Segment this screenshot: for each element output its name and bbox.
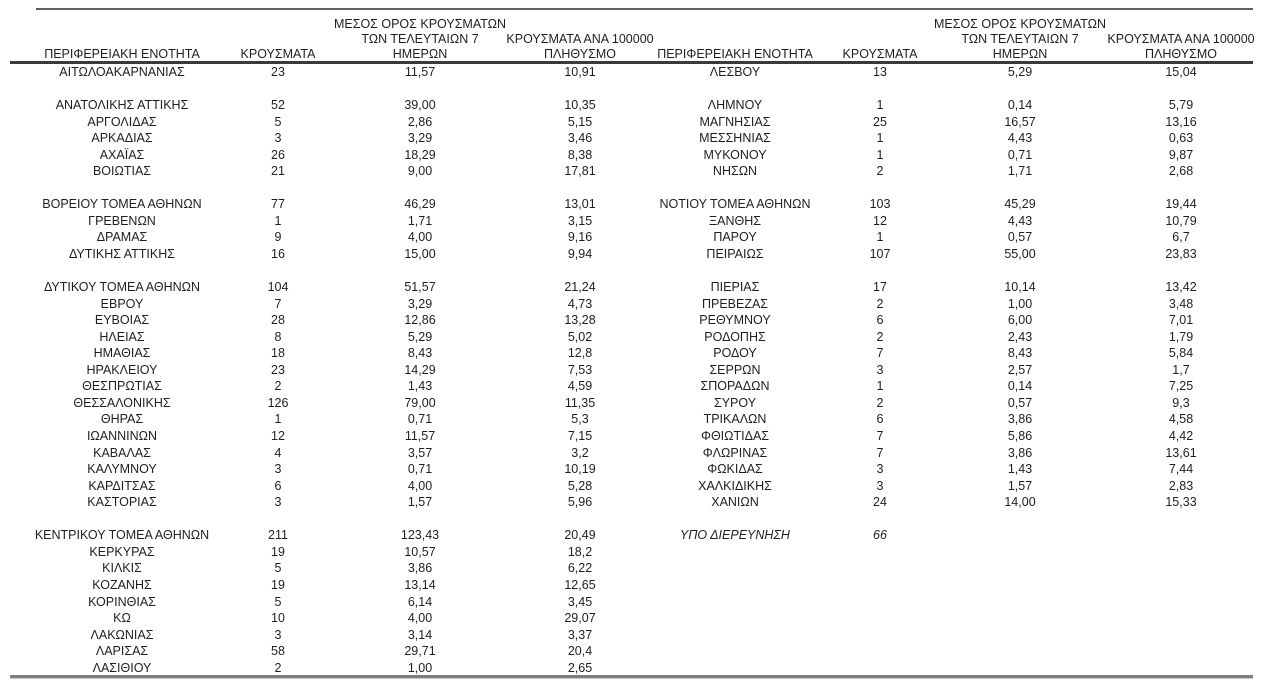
right-per100k-cell: 13,61 (1165, 445, 1197, 460)
right-region-cell: ΠΡΕΒΕΖΑΣ (701, 296, 769, 311)
top-rule (36, 8, 1253, 10)
left-region-cell: ΚΟΡΙΝΘΙΑΣ (88, 594, 156, 609)
table-row (0, 196, 1275, 213)
left-cases-cell: 10 (271, 611, 285, 626)
right-per100k-cell: 4,58 (1168, 412, 1194, 427)
right-avg7-cell: 1,00 (1007, 296, 1033, 311)
right-avg7-cell: 4,43 (1007, 213, 1033, 228)
right-avg7-cell: 0,14 (1007, 98, 1033, 113)
left-avg7-cell: 1,71 (407, 213, 433, 228)
left-per100k-cell: 4,73 (567, 296, 593, 311)
table-row (0, 610, 1275, 627)
right-per100k-cell: 5,79 (1168, 98, 1194, 113)
left-avg7-cell: 79,00 (404, 395, 436, 410)
left-cases-cell: 2 (274, 379, 282, 394)
left-avg7-column-header-line1: ΜΕΣΟΣ ΟΡΟΣ ΚΡΟΥΣΜΑΤΩΝ (333, 17, 507, 31)
left-avg7-cell: 8,43 (407, 346, 433, 361)
left-region-cell: ΑΡΓΟΛΙΔΑΣ (87, 114, 157, 129)
left-avg7-cell: 1,43 (407, 379, 433, 394)
left-per100k-cell: 20,4 (567, 644, 593, 659)
right-region-cell: ΣΥΡΟΥ (713, 395, 757, 410)
table-row (0, 627, 1275, 644)
table-row (0, 97, 1275, 114)
right-avg7-cell: 45,29 (1004, 197, 1036, 212)
left-avg7-cell: 3,29 (407, 296, 433, 311)
table-row (0, 64, 1275, 81)
table-row (0, 395, 1275, 412)
right-per100k-cell: 9,3 (1172, 395, 1190, 410)
table-row (0, 428, 1275, 445)
left-per100k-column-header-line2: ΠΛΗΘΥΣΜΟ (544, 47, 616, 61)
left-avg7-cell: 6,14 (407, 594, 433, 609)
right-cases-column-header: ΚΡΟΥΣΜΑΤΑ (842, 47, 918, 61)
table-row (0, 213, 1275, 230)
right-per100k-column-header-line2: ΠΛΗΘΥΣΜΟ (1145, 47, 1217, 61)
left-per100k-cell: 3,46 (567, 131, 593, 146)
right-cases-cell: 13 (873, 65, 887, 79)
left-avg7-cell: 18,29 (404, 147, 436, 162)
left-per100k-column-header-line1: ΚΡΟΥΣΜΑΤΑ ΑΝΑ 100000 (506, 32, 654, 46)
right-per100k-cell: 4,42 (1168, 429, 1194, 444)
left-region-cell: ΓΡΕΒΕΝΩΝ (88, 213, 156, 228)
left-cases-cell: 5 (274, 114, 282, 129)
right-per100k-cell: 1,7 (1172, 362, 1190, 377)
right-cases-cell: 1 (876, 230, 884, 245)
left-cases-cell: 7 (274, 296, 282, 311)
left-region-cell: ΗΛΕΙΑΣ (99, 329, 145, 344)
left-per100k-cell: 10,91 (564, 65, 596, 79)
left-cases-cell: 211 (268, 528, 288, 543)
left-avg7-cell: 11,57 (404, 65, 436, 79)
left-region-cell: ΚΙΛΚΙΣ (102, 561, 142, 576)
right-region-cell: ΞΑΝΘΗΣ (709, 213, 761, 228)
right-region-column-header: ΠΕΡΙΦΕΡΕΙΑΚΗ ΕΝΟΤΗΤΑ (657, 47, 813, 61)
left-per100k-cell: 6,22 (567, 561, 593, 576)
right-per100k-cell: 13,42 (1165, 280, 1197, 295)
right-region-cell: ΦΘΙΩΤΙΔΑΣ (700, 429, 770, 444)
left-avg7-cell: 12,86 (404, 313, 436, 328)
right-cases-cell: 3 (876, 478, 884, 493)
left-avg7-cell: 0,71 (407, 462, 433, 477)
right-per100k-cell: 23,83 (1165, 247, 1197, 262)
left-cases-cell: 77 (271, 197, 285, 212)
left-per100k-cell: 5,28 (567, 478, 593, 493)
right-cases-cell: 12 (873, 213, 887, 228)
right-per100k-cell: 2,68 (1168, 164, 1194, 179)
right-cases-cell: 3 (876, 362, 884, 377)
right-region-cell: ΠΙΕΡΙΑΣ (710, 280, 760, 295)
left-cases-cell: 58 (271, 644, 285, 659)
left-cases-cell: 3 (274, 131, 282, 146)
left-region-cell: ΚΑΣΤΟΡΙΑΣ (87, 495, 157, 510)
right-cases-cell: 2 (876, 164, 884, 179)
right-per100k-cell: 1,79 (1168, 329, 1194, 344)
table-row (0, 246, 1275, 263)
right-per100k-cell: 3,48 (1168, 296, 1194, 311)
left-avg7-cell: 3,29 (407, 131, 433, 146)
left-avg7-cell: 3,57 (407, 445, 433, 460)
right-region-cell: ΛΗΜΝΟΥ (707, 98, 763, 113)
left-region-cell: ΛΑΚΩΝΙΑΣ (90, 627, 154, 642)
left-per100k-cell: 5,3 (571, 412, 589, 427)
left-per100k-cell: 4,59 (567, 379, 593, 394)
right-avg7-cell: 0,57 (1007, 230, 1033, 245)
table-row (0, 329, 1275, 346)
left-avg7-cell: 1,57 (407, 495, 433, 510)
left-avg7-cell: 39,00 (404, 98, 436, 113)
left-per100k-cell: 21,24 (564, 280, 596, 295)
left-per100k-cell: 5,15 (567, 114, 593, 129)
right-per100k-cell: 9,87 (1168, 147, 1194, 162)
left-cases-cell: 126 (267, 395, 289, 410)
right-per100k-cell: 0,63 (1168, 131, 1194, 146)
left-region-cell: ΚΩ (113, 611, 131, 626)
left-cases-cell: 3 (274, 495, 282, 510)
right-region-cell: ΤΡΙΚΑΛΩΝ (703, 412, 767, 427)
table-row (0, 345, 1275, 362)
left-per100k-cell: 7,15 (567, 429, 593, 444)
left-avg7-column-header-line2: ΤΩΝ ΤΕΛΕΥΤΑΙΩΝ 7 (361, 32, 479, 46)
right-region-cell: ΣΕΡΡΩΝ (709, 362, 761, 377)
right-cases-cell: 2 (876, 329, 884, 344)
right-cases-cell: 6 (876, 313, 884, 328)
right-avg7-cell: 2,57 (1007, 362, 1033, 377)
left-region-cell: ΑΧΑΪΑΣ (99, 147, 145, 162)
right-cases-cell: 2 (876, 395, 884, 410)
right-cases-cell: 6 (876, 412, 884, 427)
right-avg7-cell: 0,71 (1007, 147, 1033, 162)
left-cases-cell: 104 (267, 280, 289, 295)
table-row (0, 643, 1275, 660)
right-cases-cell: 1 (876, 131, 884, 146)
right-cases-cell: 107 (869, 247, 891, 262)
left-avg7-cell: 10,57 (404, 544, 436, 559)
right-avg7-cell: 5,29 (1007, 65, 1033, 79)
right-avg7-cell: 6,00 (1007, 313, 1033, 328)
left-per100k-cell: 20,49 (564, 528, 596, 543)
left-cases-cell: 9 (274, 230, 282, 245)
left-cases-cell: 6 (274, 478, 282, 493)
left-region-cell: ΑΝΑΤΟΛΙΚΗΣ ΑΤΤΙΚΗΣ (55, 98, 189, 113)
right-per100k-cell: 6,7 (1172, 230, 1190, 245)
left-region-cell: ΑΙΤΩΛΟΑΚΑΡΝΑΝΙΑΣ (59, 65, 185, 79)
left-per100k-cell: 10,35 (564, 98, 596, 113)
left-per100k-cell: 9,94 (567, 247, 593, 262)
rows-area (0, 64, 1275, 676)
left-cases-cell: 16 (271, 247, 285, 262)
right-avg7-cell: 0,57 (1007, 395, 1033, 410)
right-per100k-cell: 15,33 (1165, 495, 1197, 510)
left-region-cell: ΗΜΑΘΙΑΣ (93, 346, 151, 361)
left-per100k-cell: 7,53 (567, 362, 593, 377)
left-cases-cell: 3 (274, 462, 282, 477)
left-avg7-cell: 123,43 (400, 528, 440, 543)
right-avg7-cell: 3,86 (1007, 445, 1033, 460)
left-cases-cell: 3 (274, 627, 282, 642)
left-per100k-cell: 11,35 (564, 395, 596, 410)
right-region-cell: ΣΠΟΡΑΔΩΝ (700, 379, 770, 394)
table-row (0, 312, 1275, 329)
table-row (0, 445, 1275, 462)
right-avg7-cell: 1,57 (1007, 478, 1033, 493)
left-cases-cell: 28 (271, 313, 285, 328)
left-region-cell: ΚΕΝΤΡΙΚΟΥ ΤΟΜΕΑ ΑΘΗΝΩΝ (34, 528, 210, 543)
left-region-cell: ΚΕΡΚΥΡΑΣ (89, 544, 155, 559)
left-avg7-column-header-line3: ΗΜΕΡΩΝ (392, 47, 448, 61)
left-cases-cell: 52 (271, 98, 285, 113)
left-region-cell: ΚΑΒΑΛΑΣ (93, 445, 151, 460)
left-region-cell: ΘΗΡΑΣ (100, 412, 144, 427)
table-row (0, 461, 1275, 478)
right-avg7-column-header-line1: ΜΕΣΟΣ ΟΡΟΣ ΚΡΟΥΣΜΑΤΩΝ (933, 17, 1107, 31)
left-region-cell: ΕΒΡΟΥ (100, 296, 144, 311)
left-per100k-cell: 3,45 (567, 594, 593, 609)
right-cases-cell: 24 (873, 495, 887, 510)
right-region-cell: ΠΕΙΡΑΙΩΣ (706, 247, 764, 262)
table-row (0, 130, 1275, 147)
left-region-cell: ΒΟΡΕΙΟΥ ΤΟΜΕΑ ΑΘΗΝΩΝ (42, 197, 202, 212)
table-row (0, 494, 1275, 511)
table-row (0, 594, 1275, 611)
right-avg7-cell: 14,00 (1004, 495, 1036, 510)
left-cases-cell: 23 (271, 362, 285, 377)
left-per100k-cell: 2,65 (567, 660, 593, 675)
left-avg7-cell: 4,00 (407, 611, 433, 626)
table-row (0, 378, 1275, 395)
right-region-cell: ΧΑΛΚΙΔΙΚΗΣ (698, 478, 772, 493)
left-per100k-cell: 13,28 (564, 313, 596, 328)
right-region-cell: ΦΛΩΡΙΝΑΣ (702, 445, 768, 460)
left-per100k-cell: 5,96 (567, 495, 593, 510)
right-avg7-cell: 4,43 (1007, 131, 1033, 146)
table-row-spacer (0, 81, 1275, 98)
left-cases-cell: 23 (271, 65, 285, 79)
right-region-cell: ΥΠΟ ΔΙΕΡΕΥΝΗΣΗ (680, 528, 790, 543)
left-avg7-cell: 29,71 (404, 644, 436, 659)
table-row (0, 229, 1275, 246)
table-row (0, 147, 1275, 164)
left-avg7-cell: 13,14 (404, 577, 436, 592)
left-region-cell: ΘΕΣΣΑΛΟΝΙΚΗΣ (73, 395, 171, 410)
left-avg7-cell: 46,29 (404, 197, 436, 212)
left-per100k-cell: 8,38 (567, 147, 593, 162)
left-cases-cell: 19 (271, 577, 285, 592)
left-cases-cell: 8 (274, 329, 282, 344)
right-per100k-cell: 10,79 (1165, 213, 1197, 228)
right-region-cell: ΡΟΔΟΥ (713, 346, 757, 361)
left-cases-cell: 18 (271, 346, 285, 361)
right-per100k-column-header-line1: ΚΡΟΥΣΜΑΤΑ ΑΝΑ 100000 (1107, 32, 1255, 46)
left-region-cell: ΑΡΚΑΔΙΑΣ (91, 131, 153, 146)
left-region-column-header: ΠΕΡΙΦΕΡΕΙΑΚΗ ΕΝΟΤΗΤΑ (44, 47, 200, 61)
right-avg7-cell: 0,14 (1007, 379, 1033, 394)
left-region-cell: ΚΑΛΥΜΝΟΥ (87, 462, 157, 477)
left-cases-cell: 4 (274, 445, 282, 460)
right-region-cell: ΛΕΣΒΟΥ (709, 65, 761, 79)
right-cases-cell: 1 (876, 98, 884, 113)
table-row (0, 362, 1275, 379)
right-cases-cell: 7 (876, 429, 884, 444)
right-region-cell: ΧΑΝΙΩΝ (711, 495, 759, 510)
right-region-cell: ΝΟΤΙΟΥ ΤΟΜΕΑ ΑΘΗΝΩΝ (659, 197, 811, 212)
left-region-cell: ΛΑΣΙΘΙΟΥ (92, 660, 152, 675)
right-per100k-cell: 13,16 (1165, 114, 1197, 129)
left-avg7-cell: 4,00 (407, 230, 433, 245)
right-avg7-cell: 5,86 (1007, 429, 1033, 444)
right-avg7-cell: 3,86 (1007, 412, 1033, 427)
right-per100k-cell: 7,25 (1168, 379, 1194, 394)
left-per100k-cell: 9,16 (567, 230, 593, 245)
right-region-cell: ΜΥΚΟΝΟΥ (703, 147, 767, 162)
table-row (0, 527, 1275, 544)
right-per100k-cell: 2,83 (1168, 478, 1194, 493)
left-avg7-cell: 15,00 (404, 247, 436, 262)
right-cases-cell: 25 (873, 114, 887, 129)
left-per100k-cell: 3,15 (567, 213, 593, 228)
left-avg7-cell: 5,29 (407, 329, 433, 344)
table-row-spacer (0, 263, 1275, 280)
left-avg7-cell: 3,86 (407, 561, 433, 576)
right-cases-cell: 3 (876, 462, 884, 477)
left-cases-cell: 21 (271, 164, 285, 179)
right-avg7-column-header-line2: ΤΩΝ ΤΕΛΕΥΤΑΙΩΝ 7 (961, 32, 1079, 46)
left-cases-cell: 2 (274, 660, 282, 675)
left-cases-cell: 26 (271, 147, 285, 162)
left-avg7-cell: 3,14 (407, 627, 433, 642)
left-per100k-cell: 12,8 (567, 346, 593, 361)
left-avg7-cell: 9,00 (407, 164, 433, 179)
right-per100k-cell: 19,44 (1165, 197, 1197, 212)
left-avg7-cell: 2,86 (407, 114, 433, 129)
right-per100k-cell: 7,01 (1168, 313, 1194, 328)
left-avg7-cell: 1,00 (407, 660, 433, 675)
right-avg7-cell: 16,57 (1004, 114, 1036, 129)
right-avg7-cell: 55,00 (1004, 247, 1036, 262)
left-region-cell: ΒΟΙΩΤΙΑΣ (92, 164, 152, 179)
left-cases-cell: 5 (274, 561, 282, 576)
table-row (0, 163, 1275, 180)
left-avg7-cell: 0,71 (407, 412, 433, 427)
right-region-cell: ΝΗΣΩΝ (712, 164, 758, 179)
right-per100k-cell: 7,44 (1168, 462, 1194, 477)
left-per100k-cell: 3,2 (571, 445, 589, 460)
right-cases-cell: 7 (876, 445, 884, 460)
left-cases-cell: 1 (274, 412, 282, 427)
left-per100k-cell: 12,65 (564, 577, 596, 592)
left-region-cell: ΔΥΤΙΚΟΥ ΤΟΜΕΑ ΑΘΗΝΩΝ (43, 280, 201, 295)
right-cases-cell: 7 (876, 346, 884, 361)
right-per100k-cell: 15,04 (1165, 65, 1197, 79)
right-region-cell: ΠΑΡΟΥ (713, 230, 757, 245)
left-avg7-cell: 51,57 (404, 280, 436, 295)
left-per100k-cell: 3,37 (567, 627, 593, 642)
table-row (0, 544, 1275, 561)
right-cases-cell: 2 (876, 296, 884, 311)
left-per100k-cell: 17,81 (564, 164, 596, 179)
right-cases-cell: 17 (873, 280, 887, 295)
right-region-cell: ΜΑΓΝΗΣΙΑΣ (699, 114, 771, 129)
right-avg7-cell: 2,43 (1007, 329, 1033, 344)
left-region-cell: ΔΡΑΜΑΣ (96, 230, 148, 245)
left-avg7-cell: 14,29 (404, 362, 436, 377)
right-cases-cell: 1 (876, 147, 884, 162)
left-cases-cell: 12 (271, 429, 285, 444)
right-cases-cell: 103 (869, 197, 891, 212)
table-row (0, 478, 1275, 495)
left-per100k-cell: 10,19 (564, 462, 596, 477)
right-region-cell: ΡΕΘΥΜΝΟΥ (699, 313, 771, 328)
left-region-cell: ΙΩΑΝΝΙΝΩΝ (86, 429, 158, 444)
table-row (0, 560, 1275, 577)
left-per100k-cell: 5,02 (567, 329, 593, 344)
left-per100k-cell: 18,2 (567, 544, 593, 559)
table-row (0, 660, 1275, 677)
right-region-cell: ΡΟΔΟΠΗΣ (704, 329, 766, 344)
table-row (0, 114, 1275, 131)
table-row (0, 577, 1275, 594)
table-row-spacer (0, 180, 1275, 197)
left-cases-column-header: ΚΡΟΥΣΜΑΤΑ (240, 47, 316, 61)
left-cases-cell: 5 (274, 594, 282, 609)
table-row-spacer (0, 511, 1275, 528)
left-avg7-cell: 11,57 (404, 429, 436, 444)
left-region-cell: ΗΡΑΚΛΕΙΟΥ (86, 362, 158, 377)
left-region-cell: ΕΥΒΟΙΑΣ (94, 313, 150, 328)
right-per100k-cell: 5,84 (1168, 346, 1194, 361)
table-row (0, 411, 1275, 428)
left-avg7-cell: 4,00 (407, 478, 433, 493)
left-per100k-cell: 13,01 (564, 197, 596, 212)
left-region-cell: ΚΟΖΑΝΗΣ (92, 577, 152, 592)
left-cases-cell: 19 (271, 544, 285, 559)
right-avg7-column-header-line3: ΗΜΕΡΩΝ (992, 47, 1048, 61)
right-avg7-cell: 1,71 (1007, 164, 1033, 179)
right-cases-cell: 1 (876, 379, 884, 394)
table-row (0, 296, 1275, 313)
table-row (0, 279, 1275, 296)
left-region-cell: ΘΕΣΠΡΩΤΙΑΣ (82, 379, 162, 394)
left-region-cell: ΛΑΡΙΣΑΣ (95, 644, 149, 659)
right-avg7-cell: 10,14 (1004, 280, 1036, 295)
left-per100k-cell: 29,07 (564, 611, 596, 626)
left-cases-cell: 1 (274, 213, 282, 228)
left-region-cell: ΔΥΤΙΚΗΣ ΑΤΤΙΚΗΣ (69, 247, 175, 262)
right-avg7-cell: 1,43 (1007, 462, 1033, 477)
right-region-cell: ΜΕΣΣΗΝΙΑΣ (699, 131, 771, 146)
right-cases-cell: 66 (873, 528, 887, 543)
right-region-cell: ΦΩΚΙΔΑΣ (707, 462, 763, 477)
right-avg7-cell: 8,43 (1007, 346, 1033, 361)
left-region-cell: ΚΑΡΔΙΤΣΑΣ (88, 478, 156, 493)
